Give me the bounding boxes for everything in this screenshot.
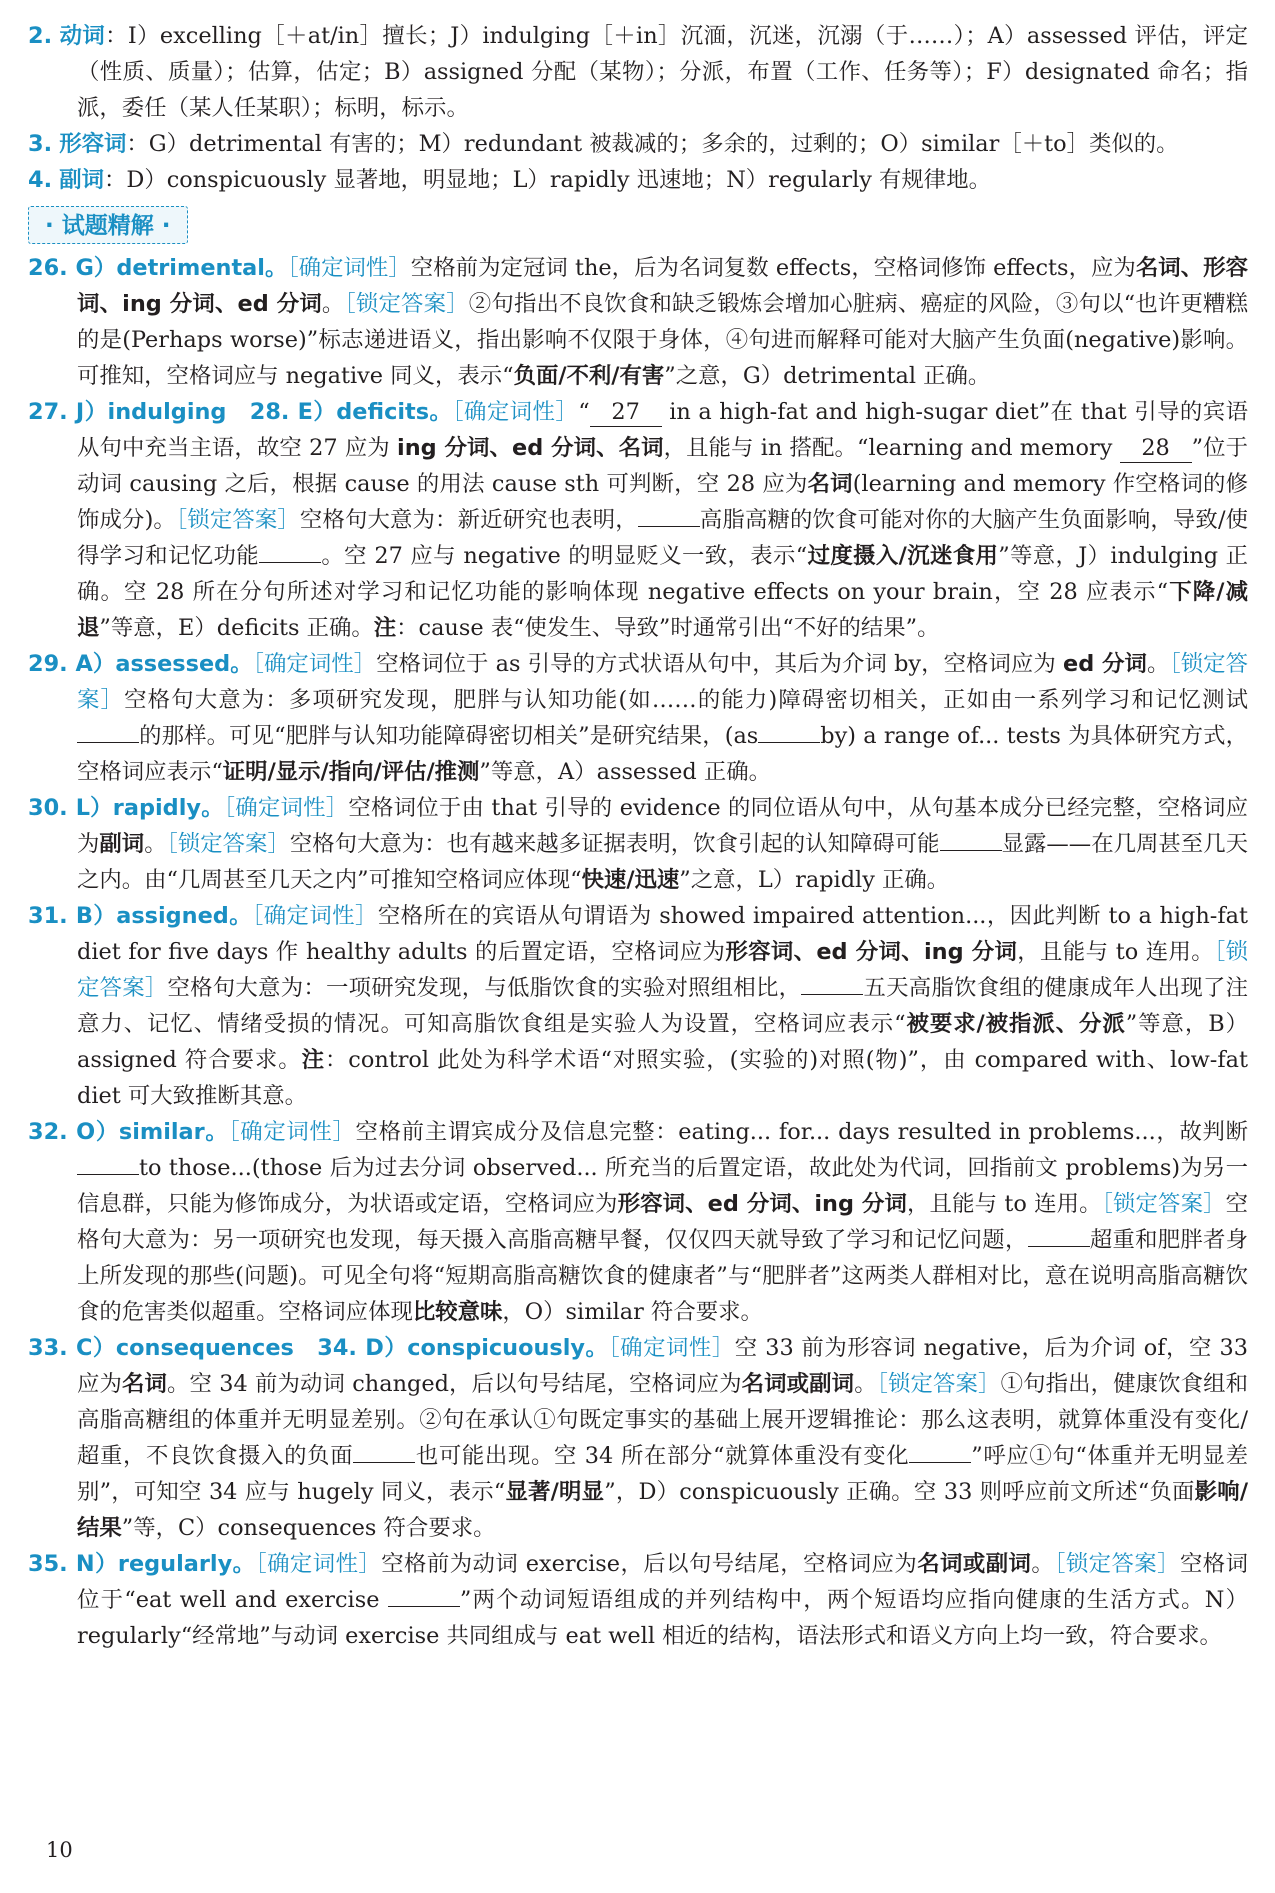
explanation-text: 。	[144, 831, 167, 857]
tag-pos: ［确定词性］	[223, 795, 349, 821]
vocab-label: 副词	[59, 167, 104, 193]
vocab-number: 4.	[28, 167, 53, 193]
explanation-text: 。	[321, 291, 345, 317]
tag-lock: ［锁定答案］	[166, 831, 290, 857]
item-29	[28, 646, 1248, 790]
tag-pos: ［确定词性］	[255, 1551, 382, 1577]
key-term: 形容词、ed 分词、ing 分词	[725, 939, 1018, 965]
explanation-text: (learning and memory 作空格词的修饰成分)。	[77, 471, 1248, 533]
key-term: 比较意味	[412, 1299, 503, 1325]
explanation-text: ，且能与 to 连用。	[1017, 939, 1215, 965]
explanation-text: 空 33 前为形容词 negative，后为介词 of，空 33 应为	[77, 1335, 1249, 1397]
explanation-text: ②句指出不良饮食和缺乏锻炼会增加心脏病、癌症的风险，③句以“也许更糟糕的是(Perhaps worse)”标志递进语义，指出影响不仅限于身体，④句进而解释可能对大脑产生负面(negative)影响。可推知，空格词应与 negative 同义，表示“	[77, 291, 1249, 389]
explanation-text: ”等意，B）assigned 符合要求。	[77, 1011, 1248, 1073]
explanation-text: 空格词位于由 that 引导的 evidence 的同位语从句中，从句基本成分已经完整，空格词应为	[77, 795, 1248, 857]
blank	[353, 1462, 415, 1463]
key-term: 显著/明显	[505, 1479, 605, 1505]
explanation-text: 空格所在的宾语从句谓语为 showed impaired attention...，因此判断 to a high-fat diet for five days 作 healthy adults 的后置定语，空格词应为	[77, 903, 1248, 965]
key-term: 名词、形容词、ing 分词、ed 分词	[77, 255, 1248, 317]
explanation-text: ”呼应①句“体重并无明显差别”，可知空 34 应与 hugely 同义，表示“	[77, 1443, 1248, 1505]
blank	[638, 526, 700, 527]
tag-pos: ［确定词性］	[228, 1119, 356, 1145]
tag-lock: ［锁定答案］	[1101, 1191, 1226, 1217]
vocab-text: I）excelling［＋at/in］擅长；J）indulging［＋in］沉湎，沉迷，沉溺（于……）；A）assessed 评估，评定（性质、质量）；估算，估定；B）assigned 分配（某物）；分派，布置（工作、任务等）；F）designated 命名；指派，委任（某人任某职）；标明，标示。	[77, 23, 1249, 121]
explanation-text: 。空 27 应与 negative 的明显贬义一致，表示“	[321, 543, 808, 569]
item-26	[28, 250, 1248, 394]
answer-heading: 30. L）rapidly。	[28, 795, 224, 821]
tag-pos: ［确定词性］	[252, 903, 378, 929]
explanation-text: 五天高脂饮食组的健康成年人出现了注意力、记忆、情绪受损的情况。可知高脂饮食组是实验人为设置，空格词应表示“	[77, 975, 1249, 1037]
blank-28: 28	[1120, 434, 1192, 463]
explanation-text: ”等，C）consequences 符合要求。	[121, 1515, 496, 1541]
answer-heading: 32. O）similar。	[28, 1119, 229, 1145]
key-term: 过度摄入/沉迷食用	[807, 543, 999, 569]
blank	[388, 1606, 460, 1607]
explanation-text: 。	[854, 1371, 877, 1397]
explanation-text: 空格句大意为：也有越来越多证据表明，饮食引起的认知障碍可能	[289, 831, 940, 857]
explanation-text: ①句指出，健康饮食组和高脂高糖组的体重并无明显差别。②句在承认①句既定事实的基础上展开逻辑推论：那么这表明，就算体重没有变化/超重，不良饮食摄入的负面	[77, 1371, 1249, 1469]
explanation-text: ”两个动词短语组成的并列结构中，两个短语均应指向健康的生活方式。N）regularly“经常地”与动词 exercise 共同组成与 eat well 相近的结构，语法形式和语义方向上均一致，符合要求。	[77, 1587, 1248, 1649]
tag-pos: ［确定词性］	[252, 651, 377, 677]
explanation-text: by) a range of... tests 为具体研究方式，空格词应表示“	[77, 723, 1248, 785]
explanation-text: 超重和肥胖者身上所发现的那些(问题)。可见全句将“短期高脂高糖饮食的健康者”与“肥胖者”这两类人群相对比，意在说明高脂高糖饮食的危害类似超重。空格词应体现	[77, 1227, 1249, 1325]
explanation-text: 高脂高糖的饮食可能对你的大脑产生负面影响，导致/使得学习和记忆功能	[77, 507, 1249, 569]
explanation-text: 显露——在几周甚至几天之内。由“几周甚至几天之内”可推知空格词应体现“	[77, 831, 1249, 893]
blank	[77, 742, 139, 743]
tag-lock: ［锁定答案］	[1054, 1551, 1180, 1577]
explanation-text: 空格句大意为：一项研究发现，与低脂饮食的实验对照组相比，	[167, 975, 802, 1001]
explanation-text: ，O）similar 符合要求。	[502, 1299, 763, 1325]
answer-heading: 29. A）assessed。	[28, 651, 253, 677]
key-term: 名词或副词	[741, 1371, 855, 1397]
blank	[940, 850, 1002, 851]
blank	[1028, 1246, 1090, 1247]
item-35	[28, 1546, 1248, 1654]
blank-27: 27	[590, 398, 662, 427]
answer-heading: 31. B）assigned。	[28, 903, 253, 929]
explanation-text: 空格前主谓宾成分及信息完整：eating... for... days resulted in problems...，故判断	[355, 1119, 1248, 1145]
key-term: 证明/显示/指向/评估/推测	[222, 759, 480, 785]
vocab-label: 形容词	[59, 131, 127, 157]
blank	[758, 742, 820, 743]
blank	[259, 562, 321, 563]
explanation-text: 。	[1031, 1551, 1055, 1577]
explanation-text: 空格句大意为：多项研究发现，肥胖与认知功能(如……的能力)障碍密切相关，正如由一系列学习和记忆测试	[124, 687, 1248, 713]
explanation-text: ”位于动词 causing 之后，根据 cause 的用法 cause sth 可判断，空 28 应为	[77, 435, 1248, 497]
explanation-text: 也可能出现。空 34 所在部分“就算体重没有变化	[415, 1443, 910, 1469]
tag-lock: ［锁定答案］	[77, 939, 1248, 1001]
vocab-number: 2.	[28, 23, 53, 49]
answer-heading: 27. J）indulging 28. E）deficits。	[28, 399, 453, 425]
tag-lock: ［锁定答案］	[175, 507, 300, 533]
tag-lock: ［锁定答案］	[344, 291, 469, 317]
explanation-text: 空格前为定冠词 the，后为名词复数 effects，空格词修饰 effects，应为	[410, 255, 1136, 281]
tag-pos: ［确定词性］	[287, 255, 411, 281]
key-term: 下降/减退	[77, 579, 1248, 641]
key-term: 名词或副词	[917, 1551, 1032, 1577]
explanation-text: ，且能与 in 搭配。“learning and memory	[663, 435, 1120, 461]
note-text: ：control 此处为科学术语“对照实验，(实验的)对照(物)”，由 compared with、low-fat diet 可大致推断其意。	[77, 1047, 1248, 1109]
explanation-text: 的那样。可见“肥胖与认知功能障碍密切相关”是研究结果，(as	[139, 723, 759, 749]
tag-lock: ［锁定答案］	[77, 651, 1248, 713]
answer-heading: 33. C）consequences 34. D）conspicuously。	[28, 1335, 609, 1361]
explanation-text: to those...(those 后为过去分词 observed... 所充当的后置定语，故此处为代词，回指前文 problems)为另一信息群，只能为修饰成分，为状语或定语，空格词应为	[77, 1155, 1248, 1217]
explanation-text: ”之意，G）detrimental 正确。	[664, 363, 991, 389]
page-number: 10	[46, 1838, 73, 1862]
blank	[77, 1174, 139, 1175]
item-27-28	[28, 394, 1248, 646]
explanation-text: 。空 34 前为动词 changed，后以句号结尾，空格词应为	[167, 1371, 742, 1397]
vocab-label: 动词	[59, 23, 106, 49]
key-term: 被要求/被指派、分派	[905, 1011, 1126, 1037]
item-32	[28, 1114, 1248, 1330]
vocab-text: G）detrimental 有害的；M）redundant 被裁减的；多余的，过剩的；O）similar［＋to］类似的。	[148, 131, 1179, 157]
key-term: 影响/结果	[77, 1479, 1249, 1541]
vocab-text: D）conspicuously 显著地，明显地；L）rapidly 迅速地；N）regularly 有规律地。	[126, 167, 991, 193]
tag-pos: ［确定词性］	[608, 1335, 735, 1361]
tag-lock: ［锁定答案］	[876, 1371, 1001, 1397]
explanation-text: “	[578, 399, 590, 425]
explanation-text: in a high-fat and high-sugar diet”在 that 引导的宾语从句中充当主语，故空 27 应为	[77, 399, 1248, 461]
key-term: 形容词、ed 分词、ing 分词	[617, 1191, 908, 1217]
explanation-text: ”，D）conspicuously 正确。空 33 则呼应前文所述“负面	[604, 1479, 1195, 1505]
page-content	[28, 18, 1248, 1654]
key-term: 副词	[99, 831, 145, 857]
answer-heading: 26. G）detrimental。	[28, 255, 288, 281]
item-33-34	[28, 1330, 1248, 1546]
answer-heading: 35. N）regularly。	[28, 1551, 256, 1577]
vocab-adverbs: 4. 副词：D）conspicuously 显著地，明显地；L）rapidly 迅速地；N）regularly 有规律地。	[28, 167, 991, 193]
note-label: 注	[373, 615, 397, 641]
tag-pos: ［确定词性］	[452, 399, 579, 425]
explanation-text: ”等意，E）deficits 正确。	[99, 615, 374, 641]
explanation-text: ”之意，L）rapidly 正确。	[679, 867, 950, 893]
key-term: ing 分词、ed 分词、名词	[397, 435, 664, 461]
note-text: ：cause 表“使发生、导致”时通常引出“不好的结果”。	[396, 615, 940, 641]
vocab-number: 3.	[28, 131, 53, 157]
item-30	[28, 790, 1248, 898]
vocab-verbs: 2. 动词：I）excelling［＋at/in］擅长；J）indulging［＋in］沉湎，沉迷，沉溺（于……）；A）assessed 评估，评定（性质、质量）；估算，估定；B）assigned 分配（某物）；分派，布置（工作、任务等）；F）designated 命名；指派，委任（某人任某职）；标明，标示。	[28, 23, 1249, 121]
key-term: ed 分词	[1063, 651, 1147, 677]
key-term: 负面/不利/有害	[513, 363, 665, 389]
key-term: 名词	[122, 1371, 168, 1397]
explanation-text: 。	[1147, 651, 1170, 677]
explanation-text: ，且能与 to 连用。	[907, 1191, 1102, 1217]
blank	[801, 994, 863, 995]
explanation-text: 空格词位于 as 引导的方式状语从句中，其后为介词 by，空格词应为	[376, 651, 1064, 677]
key-term: 快速/迅速	[581, 867, 680, 893]
explanation-text: 空格句大意为：新近研究也表明，	[299, 507, 638, 533]
note-label: 注	[301, 1047, 325, 1073]
key-term: 名词	[807, 471, 853, 497]
vocab-adjectives: 3. 形容词：G）detrimental 有害的；M）redundant 被裁减的；多余的，过剩的；O）similar［＋to］类似的。	[28, 131, 1179, 157]
section-title: · 试题精解 ·	[28, 206, 188, 244]
explanation-text: ”等意，A）assessed 正确。	[479, 759, 772, 785]
explanation-text: 空格前为动词 exercise，后以句号结尾，空格词应为	[381, 1551, 918, 1577]
blank	[909, 1462, 971, 1463]
item-31	[28, 898, 1248, 1114]
explanation-text: 空格词位于“eat well and exercise	[77, 1551, 1248, 1613]
explanation-text: 空格句大意为：另一项研究也发现，每天摄入高脂高糖早餐，仅仅四天就导致了学习和记忆问题，	[77, 1191, 1249, 1253]
explanation-text: ”等意，J）indulging 正确。空 28 所在分句所述对学习和记忆功能的影响体现 negative effects on your brain，空 28 应表示“	[77, 543, 1249, 605]
